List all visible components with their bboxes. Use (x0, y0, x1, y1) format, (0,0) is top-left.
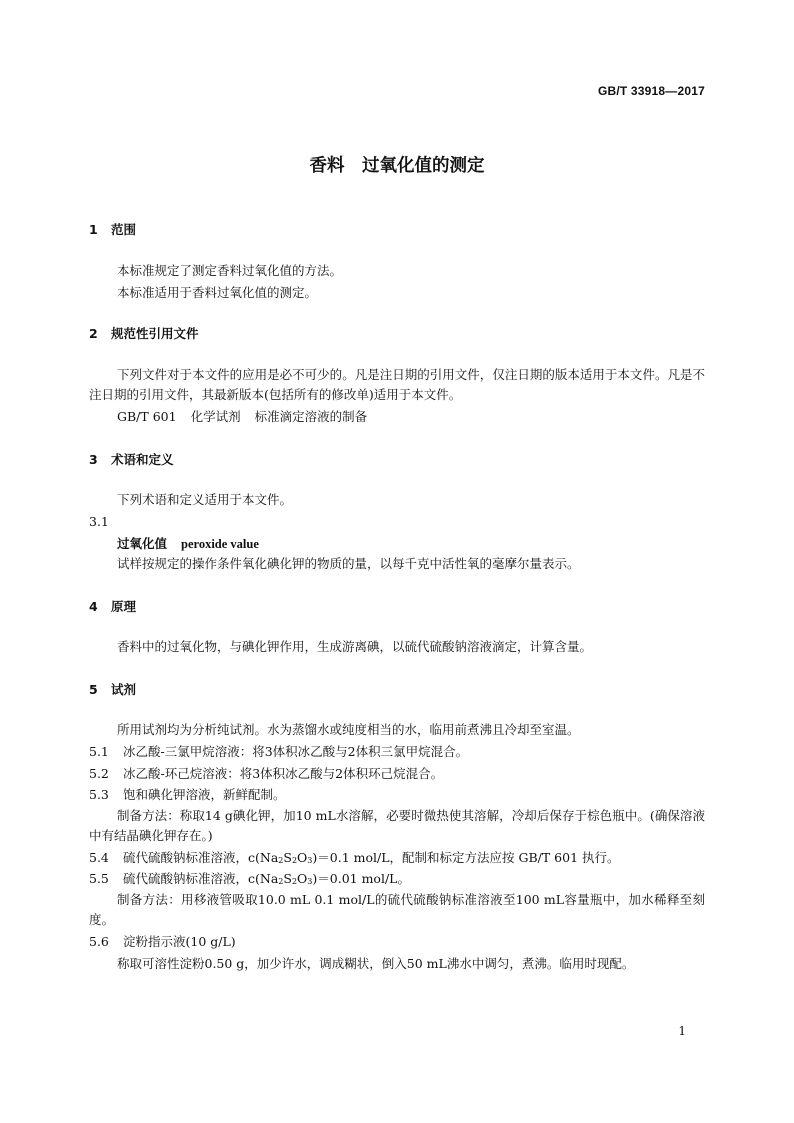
section-2-heading (89, 324, 199, 342)
paragraph: 下列术语和定义适用于本文件。 (117, 492, 293, 507)
subscript: 2 (278, 877, 284, 886)
clause-text: 饱和碘化钾溶液，新鲜配制。 (123, 787, 286, 802)
section-number: 1 (89, 222, 98, 237)
term-entry (117, 534, 259, 552)
paragraph: 本标准适用于香料过氧化值的测定。 (117, 285, 318, 300)
normative-reference (117, 407, 367, 427)
clause-text: 硫代硫酸钠标准溶液，c(Na (123, 871, 279, 886)
preparation-method: 制备方法：用移液管吸取10.0 mL 0.1 mol/L的硫代硫酸钠标准溶液至100 mL容量瓶中，加水稀释至刻度。 (89, 892, 705, 927)
section-3-heading (89, 450, 174, 468)
subscript: 2 (291, 856, 298, 865)
clause-5-1 (89, 742, 468, 762)
clause-text: S (283, 871, 292, 886)
clause-number: 5.5 (89, 871, 109, 886)
section-title: 原理 (111, 599, 137, 614)
clause-text: )＝0.01 mol/L。 (312, 871, 410, 886)
clause-text: 冰乙酸-三氯甲烷溶液：将3体积冰乙酸与2体积三氯甲烷混合。 (123, 744, 469, 759)
clause-5-5 (89, 869, 410, 892)
clause-number: 3.1 (89, 514, 109, 529)
subscript: 3 (307, 856, 313, 865)
reference-title-part: 标准滴定溶液的制备 (254, 409, 368, 424)
clause-5-6 (89, 932, 236, 952)
paragraph: 所用试剂均为分析纯试剂。水为蒸馏水或纯度相当的水，临用前煮沸且冷却至室温。 (117, 722, 580, 737)
clause-text: O (297, 850, 308, 865)
paragraph: 下列文件对于本文件的应用是必不可少的。凡是注日期的引用文件，仅注日期的版本适用于本文件。凡是不注日期的引用文件，其最新版本(包括所有的修改单)适用于本文件。 (89, 367, 705, 402)
clause-5-2 (89, 764, 443, 784)
subscript: 3 (307, 877, 313, 886)
subscript: 2 (278, 856, 284, 865)
section-5-heading (89, 680, 136, 698)
section-number: 5 (89, 682, 98, 697)
section-title: 试剂 (111, 682, 137, 697)
section-number: 3 (89, 452, 98, 467)
standard-code: GB/T 33918—2017 (597, 84, 705, 98)
subscript: 2 (291, 877, 298, 886)
section-4-heading (89, 597, 136, 615)
clause-5-4 (89, 848, 620, 871)
clause-number: 5.3 (89, 787, 109, 802)
section-number: 2 (89, 326, 98, 341)
reference-title-part: 化学试剂 (190, 409, 241, 424)
clause-text: S (283, 850, 292, 865)
section-1-heading (89, 220, 136, 238)
clause-number: 5.2 (89, 766, 109, 781)
document-title: 香料 过氧化值的测定 (309, 156, 485, 176)
clause-text: 淀粉指示液(10 g/L) (123, 934, 236, 949)
term-definition: 试样按规定的操作条件氧化碘化钾的物质的量，以每千克中活性氧的毫摩尔量表示。 (117, 556, 580, 571)
clause-text: 冰乙酸-环己烷溶液：将3体积冰乙酸与2体积环己烷混合。 (123, 766, 444, 781)
preparation-method: 制备方法：称取14 g碘化钾，加10 mL水溶解，必要时微热使其溶解，冷却后保存于棕色瓶中。(确保溶液中有结晶碘化钾存在。) (89, 808, 705, 843)
clause-5-3 (89, 785, 286, 805)
section-number: 4 (89, 599, 98, 614)
term-chinese: 过氧化值 (117, 536, 168, 551)
clause-number: 5.4 (89, 850, 109, 865)
paragraph: 香料中的过氧化物，与碘化钾作用，生成游离碘，以硫代硫酸钠溶液滴定，计算含量。 (117, 639, 593, 654)
paragraph: 本标准规定了测定香料过氧化值的方法。 (117, 263, 343, 278)
section-title: 术语和定义 (111, 452, 174, 467)
clause-text: 硫代硫酸钠标准溶液，c(Na (123, 850, 279, 865)
preparation-method: 称取可溶性淀粉0.50 g，加少许水，调成糊状，倒入50 mL沸水中调匀，煮沸。临用时现配。 (117, 956, 635, 971)
clause-text: )＝0.1 mol/L，配制和标定方法应按 GB/T 601 执行。 (312, 850, 620, 865)
clause-number: 5.6 (89, 934, 109, 949)
term-english: peroxide value (181, 537, 259, 551)
page-number: 1 (678, 1024, 686, 1038)
clause-text: O (297, 871, 308, 886)
section-title: 规范性引用文件 (111, 326, 199, 341)
clause-number: 5.1 (89, 744, 109, 759)
section-title: 范围 (111, 222, 137, 237)
reference-code: GB/T 601 (117, 409, 177, 424)
